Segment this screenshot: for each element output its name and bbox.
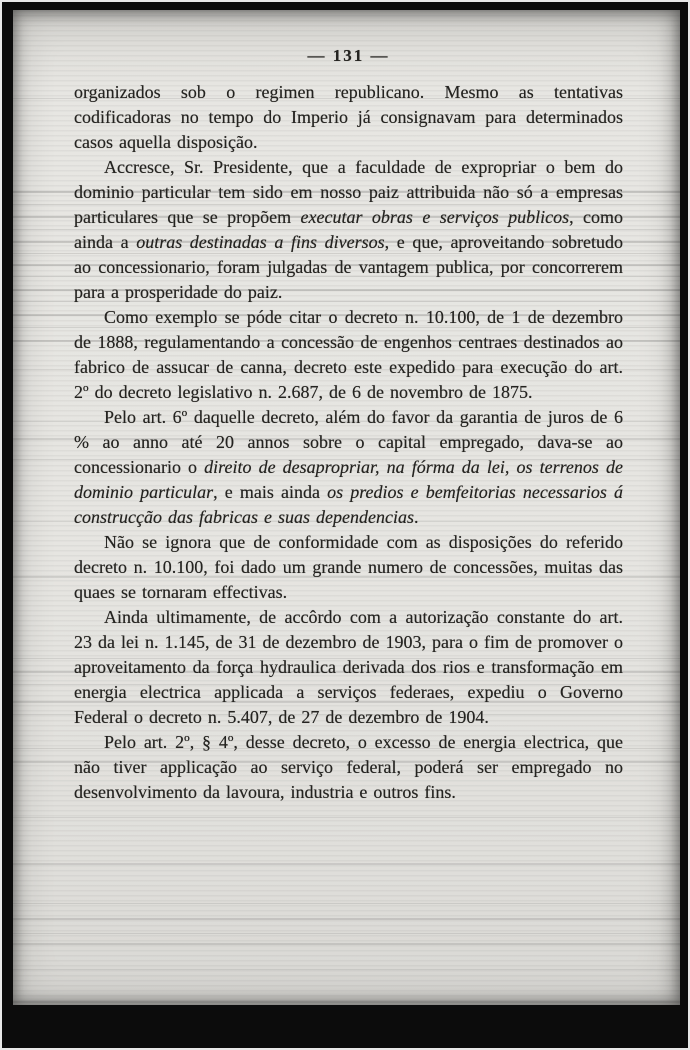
text-segment: Como exemplo se póde citar o decreto n. 10.100, de 1 de dezembro de 1888, regulamentando a concessão de engenhos centraes destinados ao fabrico de assucar de canna, decreto este expedido para execução do art. 2º do decreto legislativo n. 2.687, de 6 de novembro de 1875. <box>74 307 623 402</box>
text-segment: , e mais ainda <box>213 482 328 502</box>
italic-text-segment: executar obras e serviços publicos <box>300 207 570 227</box>
text-segment: Ainda ultimamente, de accôrdo com a autorização constante do art. 23 da lei n. 1.145, de 31 de dezembro de 1903, para o fim de promover o aproveitamento da força hydraulica derivada dos rios e transformação em energia electrica applicada a serviços federaes, expediu o Governo Federal o decreto n. 5.407, de 27 de dezembro de 1904. <box>74 607 623 727</box>
paragraph <box>74 605 623 730</box>
text-segment: Pelo art. 6º daquelle decreto, além do favor da garantia de juros de 6 % ao anno até 20 annos sobre o capital empregado, dava-se ao concessionario o <box>74 407 623 477</box>
paragraph <box>74 405 623 530</box>
paper <box>13 10 680 1005</box>
text-segment: Não se ignora que de conformidade com as disposições do referido decreto n. 10.100, foi dado um grande numero de concessões, muitas das quaes se tornaram effectivas. <box>74 532 623 602</box>
text-segment: Pelo art. 2º, § 4º, desse decreto, o excesso de energia electrica, que não tiver applicação ao serviço federal, poderá ser empregado no desenvolvimento da lavoura, industria e outros fins. <box>74 732 623 802</box>
paragraph <box>74 80 623 155</box>
text-segment: , como ainda a <box>74 207 624 252</box>
text-segment: , e que, aproveitando sobretudo ao concessionario, foram julgadas de vantagem publica, por concorrerem para a prosperidade do paiz. <box>74 232 624 302</box>
text-block <box>74 80 623 805</box>
text-segment: Accresce, Sr. Presidente, que a faculdade de expropriar o bem do dominio particular tem sido em nosso paiz attribuida não só a empresas particulares que se propõem <box>74 157 623 227</box>
italic-text-segment: outras destinadas a fins diversos <box>136 232 385 252</box>
text-segment: organizados sob o regimen republicano. Mesmo as tentativas codificadoras no tempo do Imperio já consignavam para determinados casos aquella disposição. <box>74 82 623 152</box>
paragraph <box>74 730 623 805</box>
text-segment: . <box>413 507 419 527</box>
page-number: — 131 — <box>307 46 390 65</box>
page-content <box>13 10 680 805</box>
italic-text-segment: direito de desapropriar, na fórma da lei, os terrenos de dominio particular <box>74 457 623 502</box>
paragraph <box>74 305 623 405</box>
paragraph <box>74 530 623 605</box>
italic-text-segment: os predios e bemfeitorias necessarios á construcção das fabricas e suas dependencias <box>74 482 623 527</box>
paragraph <box>74 155 623 305</box>
